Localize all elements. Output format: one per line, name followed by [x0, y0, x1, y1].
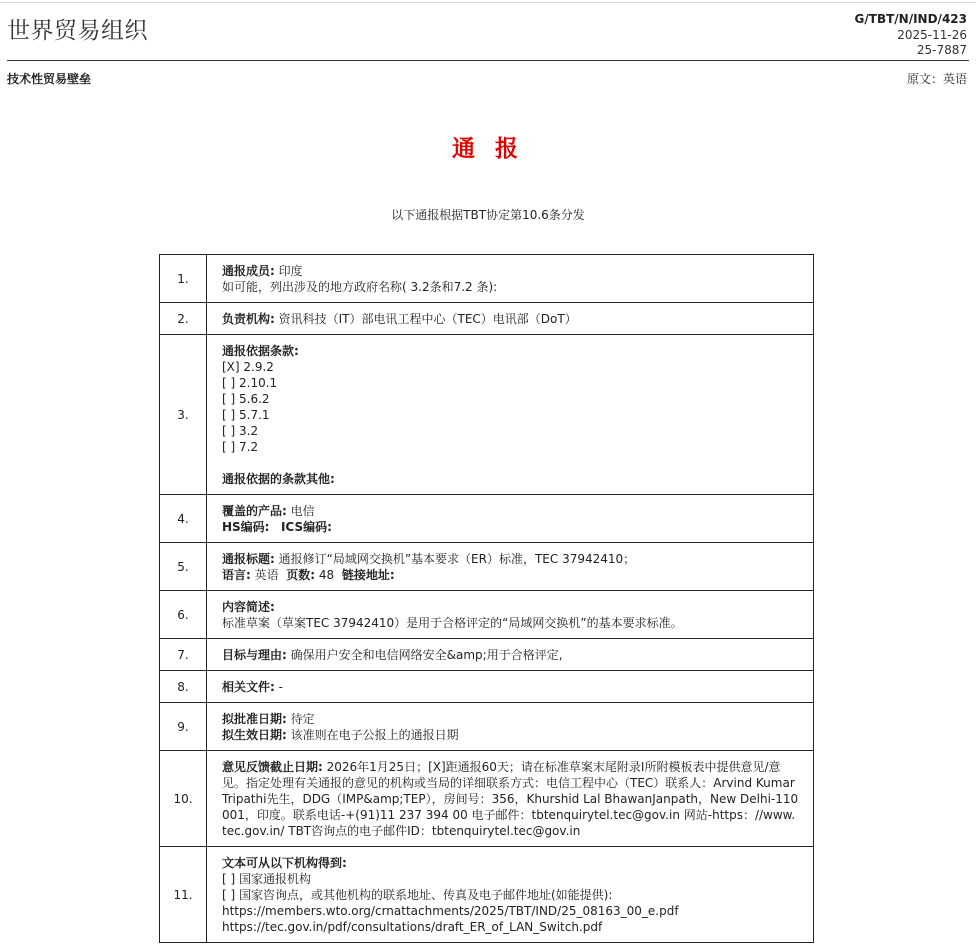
- row-content: [207, 671, 814, 703]
- field-value: 英语: [250, 567, 279, 582]
- checkbox-option: [ ] 5.6.2: [222, 391, 270, 406]
- row-number: 7.: [160, 639, 207, 671]
- original-language: 原文：英语: [906, 72, 967, 86]
- row-content: [207, 495, 814, 543]
- field-label: 页数:: [286, 567, 316, 582]
- checkbox-option: [ ] 7.2: [222, 439, 259, 454]
- row-number: 10.: [160, 751, 207, 847]
- row-content: [207, 639, 814, 671]
- notification-table: [159, 254, 814, 943]
- field-value: 通报修订“局域网交换机”基本要求（ER）标准，TEC 37942410；: [274, 551, 636, 566]
- field-label: 通报成员:: [222, 263, 275, 278]
- table-row: [160, 495, 814, 543]
- table-row: [160, 335, 814, 495]
- row-number: 5.: [160, 543, 207, 591]
- row-number: 1.: [160, 255, 207, 303]
- field-value: -: [274, 679, 283, 694]
- checkbox-option: [ ] 2.10.1: [222, 375, 278, 390]
- header-rule: [7, 60, 969, 61]
- document-symbol: G/TBT/N/IND/423: [854, 12, 967, 26]
- row-content: [207, 751, 814, 847]
- field-value: 该准则在电子公报上的通报日期: [286, 727, 459, 742]
- field-value: 2026年1月25日；[X]距通报60天；请在标准草案末尾附录I所附模板表中提供意见/意见。指定处理有关通报的意见的机构或当局的详细联系方式：电信工程中心（TEC）联系人：Arvind Kumar Tripathi先生，DDG（IMP&amp;TEP），房间号：356，Khurshid Lal BhawanJanpath，New Delhi-110001，印度。联系电话-+(91)11 237 394 00 电子邮件：tbtenquirytel.tec@gov.in 网站-https：//www.tec.gov.in/ TBT咨询点的电子邮件ID：tbtenquirytel.tec@gov.in: [222, 759, 799, 838]
- document-date: 2025-11-26: [897, 27, 967, 42]
- field-value: 资讯科技（IT）部电讯工程中心（TEC）电讯部（DoT）: [274, 311, 577, 326]
- table-row: [160, 591, 814, 639]
- checkbox-option: [ ] 3.2: [222, 423, 259, 438]
- field-label: 拟批准日期:: [222, 711, 287, 726]
- field-value: 48: [315, 567, 335, 582]
- field-label: 拟生效日期:: [222, 727, 287, 742]
- row-number: 9.: [160, 703, 207, 751]
- document-meta: [855, 12, 967, 59]
- organization-name: 世界贸易组织: [7, 18, 148, 44]
- field-label: ICS编码:: [280, 519, 332, 534]
- field-label: 通报依据的条款其他:: [222, 471, 335, 486]
- field-label: HS编码:: [222, 519, 270, 534]
- field-value: 电信: [286, 503, 315, 518]
- field-text: 如可能，列出涉及的地方政府名称( 3.2条和7.2 条):: [222, 279, 498, 294]
- checkbox-option: [ ] 国家通报机构: [222, 871, 311, 886]
- intro-text: 以下通报根据TBT协定第10.6条分发: [391, 208, 585, 222]
- top-border: [0, 2, 976, 3]
- field-label: 链接地址:: [341, 567, 395, 582]
- table-row: [160, 751, 814, 847]
- document-link[interactable]: https://tec.gov.in/pdf/consultations/draft_ER_of_LAN_Switch.pdf: [222, 919, 603, 934]
- field-label: 通报标题:: [222, 551, 275, 566]
- table-row: [160, 847, 814, 943]
- row-number: 8.: [160, 671, 207, 703]
- field-label: 通报依据条款:: [222, 343, 299, 358]
- checkbox-option: [ ] 5.7.1: [222, 407, 270, 422]
- row-number: 2.: [160, 303, 207, 335]
- table-row: [160, 255, 814, 303]
- row-number: 6.: [160, 591, 207, 639]
- field-label: 内容简述:: [222, 599, 275, 614]
- field-label: 意见反馈截止日期:: [222, 759, 323, 774]
- field-label: 语言:: [222, 567, 251, 582]
- table-row: [160, 671, 814, 703]
- field-label: 相关文件:: [222, 679, 275, 694]
- row-number: 3.: [160, 335, 207, 495]
- row-content: [207, 703, 814, 751]
- row-number: 4.: [160, 495, 207, 543]
- page-title: 通 报: [451, 136, 524, 162]
- table-row: [160, 703, 814, 751]
- checkbox-option: [ ] 国家咨询点，或其他机构的联系地址、传真及电子邮件地址(如能提供):: [222, 887, 613, 902]
- field-value: 标准草案（草案TEC 37942410）是用于合格评定的“局域网交换机”的基本要求标准。: [222, 615, 683, 630]
- document-ref: 25-7887: [916, 43, 967, 57]
- field-label: 覆盖的产品:: [222, 503, 287, 518]
- row-content: [207, 847, 814, 943]
- field-label: 文本可从以下机构得到:: [222, 855, 347, 870]
- row-content: [207, 591, 814, 639]
- field-value: 待定: [286, 711, 315, 726]
- row-content: [207, 303, 814, 335]
- row-number: 11.: [160, 847, 207, 943]
- table-row: [160, 543, 814, 591]
- checkbox-option: [X] 2.9.2: [222, 359, 274, 374]
- table-row: [160, 303, 814, 335]
- row-content: [207, 543, 814, 591]
- field-value: 印度: [274, 263, 303, 278]
- field-value: 确保用户安全和电信网络安全&amp;用于合格评定,: [286, 647, 563, 662]
- row-content: [207, 255, 814, 303]
- committee-name: 技术性贸易壁垒: [7, 72, 92, 86]
- row-content: [207, 335, 814, 495]
- table-row: [160, 639, 814, 671]
- document-link[interactable]: https://members.wto.org/crnattachments/2025/TBT/IND/25_08163_00_e.pdf: [222, 903, 679, 918]
- field-label: 目标与理由:: [222, 647, 287, 662]
- field-label: 负责机构:: [222, 311, 275, 326]
